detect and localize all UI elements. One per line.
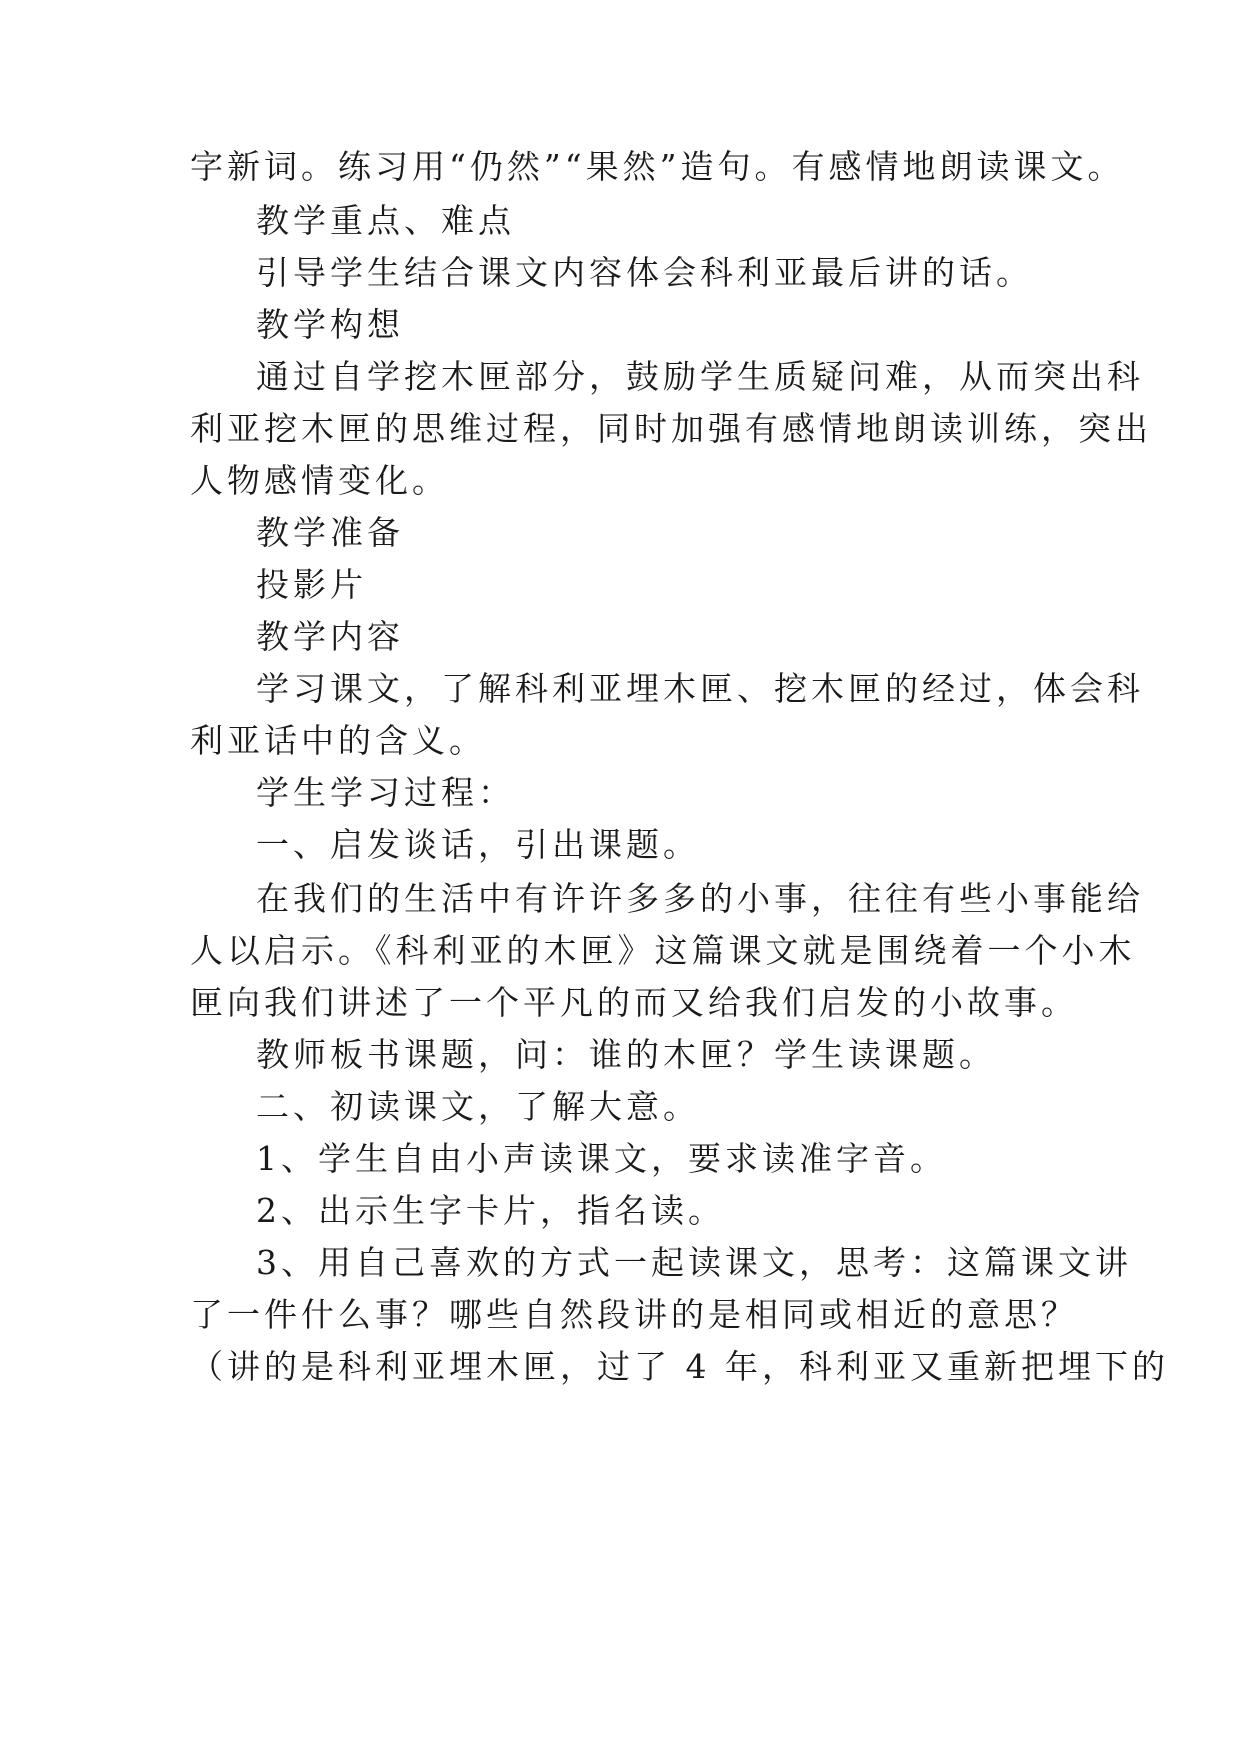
text-line: （讲的是科利亚埋木匣，过了 4 年，科利亚又重新把埋下的 — [190, 1347, 1169, 1386]
text-line: 二、初读课文，了解大意。 — [256, 1087, 700, 1126]
text-line: 3、用自己喜欢的方式一起读课文，思考：这篇课文讲 — [256, 1243, 1132, 1282]
section-heading: 教学重点、难点 — [256, 201, 515, 240]
text-line: 教师板书课题，问：谁的木匣？学生读课题。 — [256, 1035, 996, 1074]
text-line: 1、学生自由小声读课文，要求读准字音。 — [256, 1139, 947, 1178]
section-heading: 教学构想 — [256, 305, 404, 344]
text-line: 在我们的生活中有许许多多的小事，往往有些小事能给 — [256, 879, 1144, 918]
text-line: 人物感情变化。 — [190, 461, 449, 500]
text-line: 通过自学挖木匣部分，鼓励学生质疑问难，从而突出科 — [256, 357, 1144, 396]
text-line: 利亚话中的含义。 — [190, 721, 486, 760]
text-line: 2、出示生字卡片，指名读。 — [256, 1191, 725, 1230]
section-heading: 教学内容 — [256, 617, 404, 656]
text-line: 学习课文，了解科利亚埋木匣、挖木匣的经过，体会科 — [256, 669, 1144, 708]
section-heading: 教学准备 — [256, 513, 404, 552]
text-line: 匣向我们讲述了一个平凡的而又给我们启发的小故事。 — [190, 983, 1078, 1022]
section-heading: 学生学习过程： — [256, 773, 515, 812]
text-line: 了一件什么事？哪些自然段讲的是相同或相近的意思？ — [190, 1295, 1078, 1334]
text-line: 投影片 — [256, 565, 367, 604]
text-line: 引导学生结合课文内容体会科利亚最后讲的话。 — [256, 253, 1033, 292]
text-line: 字新词。练习用“仍然”“果然”造句。有感情地朗读课文。 — [190, 147, 1125, 186]
text-line: 一、启发谈话，引出课题。 — [256, 825, 700, 864]
text-line: 人以启示。《科利亚的木匣》这篇课文就是围绕着一个小木 — [190, 931, 1136, 970]
text-line: 利亚挖木匣的思维过程，同时加强有感情地朗读训练，突出 — [190, 409, 1152, 448]
